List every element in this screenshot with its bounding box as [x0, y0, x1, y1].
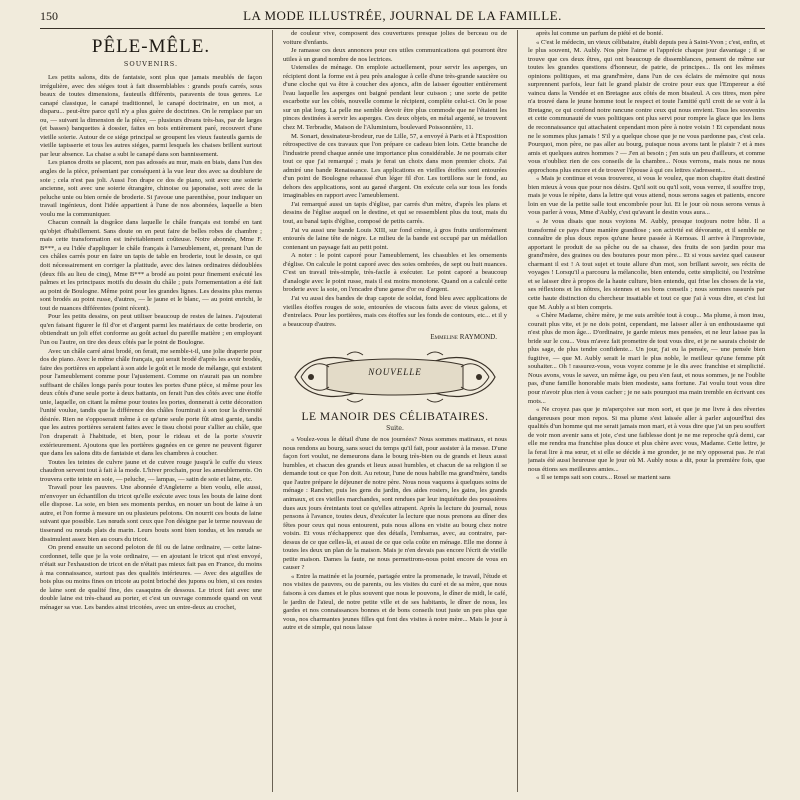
paragraph: de couleur vive, composent des couvertures presque jolies de berceau ou de voiture d'enfants.	[283, 30, 507, 46]
paragraph: « C'est le médecin, un vieux célibataire, établi depuis peu à Saint-Yvon ; c'est, enfin, et le plus souvent, M. Aubly. Nos père l'aime et l'apprécie chaque jour davantage ; il se trouve que ces deux êtres, qui ont beaucoup de dissemblances, pensent de même sur toutes les grandes questions d'honneur, de patrie, de principes... Ils ont les mêmes opinions politiques, et ma grand'mère, dans l'un de ces éclairs de mémoire qui nous surprennent parfois, leur fait le grand plaisir de croire pour eux que l'Empereur a été vaincu dans la Vendée et en Bretagne aux côtés de mon bisaïeul. A ces titres, mon père n'a trouvé dans le jeune homme tout le respect et toute l'amitié qu'il croit de se voir à la Bretagne, ce qui confond notre rancune contre ceux qui nous envient. Tous les souvenirs et cette communauté de vues politiques ont plus servi pour rompre la glace que les liens de reconnaissance qui attachaient cependant mon père à notre voisin ! Et cependant nous ne le sommes plus jamais ! S'il y a quelque chose que je ne vous pardonne pas, c'est cela. Pourquoi, mon père, ne pas aller au bourg, puisque nous avons tant le plaisir ? et à mes amis et quelques autres hommes ? — J'en ai besoin ; j'en suis un peu d'ailleurs, et comme vous n'oubliez rien de ces conseils de la chambre... Nous verrons, mais nous ne nous approchons plus encore et de trouver l'épouse à qui ces lettres s'adressent...	[528, 38, 765, 174]
column-1	[40, 30, 262, 792]
paragraph: J'ai vu aussi une bande Louis XIII, sur fond crème, à gros fruits uniformément entourés de laine tête de nègre. Le milieu de la bande est occupé par un médaillon contenant un paysage fait au petit point.	[283, 226, 507, 251]
story-suite: Suite.	[386, 425, 404, 433]
paragraph: « Chère Madame, chère mère, je me suis arrêtée tout à coup... Ma plume, à mon insu, courait plus vite, et je ne dois point, cependant, me laisser aller à un enthousiasme qui n'est plus de mon âge... D'ordinaire, je garde mieux mes pensées, et ne leur laisse pas la bride sur le cou... Vous m'avez fait promettre de tout vous dire, et je ne saurais choisir de plus sage, de plus tendre confidente... Un jour, j'ai eu la pensée, — une pensée bien fugitive, — que M. Aubly serait le mari le plus noble, le meilleur qu'une femme pût souhaiter... Oh ! rassurez-vous, vous voyez comme je le dis avec franchise et simplicité. Nous avons, vous le savez, un même âge, ou peu s'en faut, et nous sommes, je ne l'oublie pas, d'une famille honorable mais bien modeste, sans fortune. J'ai voulu tout vous dire pour n'avoir plus rien à vous cacher ; je ne sais pourquoi ma main tremble en écrivant ces mots...	[528, 312, 765, 405]
paragraph: Avec un châle carré ainsi brodé, on ferait, me semble-t-il, une jolie draperie pour dos de piano. Avec le même châle français, qui serait brodé d'après les avoir brodés, faire des portières en appelant à son aide le goût et le mode de mélange, qui existent pour l'ameublement comme pour l'ajustement. Comme on n'aurait pas un nombre suffisant de châles longs parés pour toutes les portes d'une pièce, si même pour les deux côtés d'une seule porte à deux battants, on ferait l'un des côtés avec une étoffe unie, laquelle, on citant la même pour toutes les portes, donnerait à cette décoration l'unité voulue, tandis que la différence des châles fournirait à son tour la diversité désirée. Rien ne s'opposerait même à ce qu'une seule porte fût ainsi garnie, tandis que les autres portières seraient faites avec le tissu choisi pour s'allier au châle, que l'on draperait à l'habitude, et bien, pour le rideau et de la porte s'ouvrir extérieurement. Ajoutons que les portières gagnées en ce genre ne peuvent figurer que dans les salons dits de fantaisie et dans les chambres à coucher.	[40, 347, 262, 458]
column-divider-2	[517, 30, 518, 792]
column-divider-1	[272, 30, 273, 792]
paragraph: J'ai remarqué aussi un tapis d'église, par carrés d'un mètre, d'après les plans et dessins de l'église auquel on le destine, et qui se ressemblent plus du tout, mais du tout, au banal tapis d'église, composé de petits carrés.	[283, 200, 507, 226]
paragraph: Chacun connaît la disgrâce dans laquelle le châle français est tombé en tant qu'objet d'habillement. Sans doute on en peut faire de belles robes de chambre ; mais cette transformation est inévitablement coûteuse. Notre abonnée, Mme F. B***, a eu l'idée d'appliquer le châle français à l'ameublement, et, prenant l'un de ces châles carrés pour en faire un tapis de table en broderie, tout le dessin, ce qui doit nécessairement en corriger la platitude, avec des laines ordinaires dédoublées (deux fils au lieu de cinq), Mme B*** a brodé au point pour finement exécuté les palmes et les principaux motifs du dessin du châle ; puis l'ornementation a été fait au point de Boulogne. Même point pour les grandes lignes. Les dessins plus menus sont brodés au point russe, d'autres, — le jaune et le blanc, — au point enrichi, le tout de nuances différentes (point récent).	[40, 219, 262, 312]
page-number: 150	[40, 9, 58, 23]
column-2	[283, 30, 507, 792]
nouvelle-label: NOUVELLE	[368, 367, 422, 378]
paragraph: Les petits salons, dits de fantaisie, sont plus que jamais meublés de façon irrégulière, avec des siéges tout à fait dissemblables : grands poufs carrés, sous beaux de toutes dimensions, fauteuils différents, paravents de tous genres. Le canapé classique, le canapé traditionnel, le canapé doctrinaire, en un mot, a disparu... peut-être parce qu'il n'y a plus guère de doctrines. On le remplace par un ou, — suivant la dimension de la pièce, — plusieurs divans très-bas, par de larges (et basses) banquettes à dossier, faites en bois entièrement paré, recouvert d'une vieille soierie. Autour de ce siége principal se groupent les vieux fauteuils garnis de vieille tapisserie et tous les autres siéges, parmi lesquels les chaises brillent surtout par leur absence. La chaise a subi le canapé dans son bannissement.	[40, 74, 262, 158]
paragraph: Travail pour les pauvres. Une abonnée d'Angleterre a bien voulu, elle aussi, m'envoyer un échantillon du tricot qu'elle exécute avec tous les bouts de laine dont elle dispose. La soie, en bien ses moments perdus, en nouer un bout de laine à un autre, et l'on forme à mesure un ou plusieurs pelotons. On nourrit ces bouts de laine suivant que possible. Les nœuds sont ceux que l'on désigne par le terme nouveau de tisserand ou nœuds plats du marin. Leurs bouts sont bien tondus, et les nœuds se dissimulent assez bien au cours du tricot.	[40, 484, 262, 543]
paragraph: après lui comme un parfum de piété et de bonté.	[536, 30, 664, 37]
paragraph: Pour les petits dessins, on peut utiliser beaucoup de restes de laines. J'ajouterai qu'en faisant figurer le fil d'or et d'argent parmi les matériaux de cette broderie, on obtiendrait un joli effet conforme au goût actuel du pareille matière ; en employant l'un ou l'autre, on tire des deux côtés par le point de Boulogne.	[40, 313, 262, 346]
paragraph: « Je vous disais que nous voyions M. Aubly, presque toujours notre hôte. Il a transformé ce pays d'une manière grandiose ; son activité est dévorante, et il semble ne connaître de plus doux repos qu'une heure passée à Kernoas. Il arrive à l'improviste, apportant le produit de sa pêche ou de sa chasse, des fruits de son jardin pour ma grand'mère, des graines ou des boutures pour mon père... Et si vous saviez quel causeur charmant il est ! A tout sujet et toute allure d'un mot, son brillant savoir, ses récits de voyages ! Lorsqu'il a parcouru la mélancolie, bien entendu, cette simplicité, ou l'extrême et se laisser dire à propos de la haute culture, bien entendu, qui frise les choses de la vie, ses réflexions et les nôtres, les siennes et ses bons conseils ; nous sommes rassurés par cette haute distinction du chercheur insatiable et tout ce que j'ai à vous dire, et c'est lui que M. Aubly a si bien compris.	[528, 218, 765, 311]
nouvelle-ornament	[287, 347, 503, 405]
author-signature: Emmeline RAYMOND.	[430, 333, 497, 342]
story-title: LE MANOIR DES CÉLIBATAIRES.	[301, 411, 489, 424]
paragraph: « Ne croyez pas que je m'aperçoive sur mon sort, et que je me livre à des rêveries dangereuses pour mon repos. Si ma plume s'est laissée aller à parler aujourd'hui des qualités d'un homme qui me serait jamais mon mari, et à vous dire que j'ai un peu souffert de voir mon avenir sans et joie, c'est une faiblesse dont je ne me reproche qu'à demi, car elle me rendra ma franchise plus douce et plus chère avec vous, Madame. Cette lettre, je la ferai lire à ma sœur, et si elle se décide à me gronder, je ne m'y opposerai pas. Je n'ai jamais été aussi heureuse que le jour où M. Aubly nous a dit, pour la première fois, que nous étions ses meilleures amies...	[528, 406, 765, 473]
paragraph: Toutes les teintes de culvre jaune et de cuivre rouge jusqu'à le cuffe du vieux chaudron servent tout à fait à la mode. L'hiver prochain, pour les ameublements. On trouvera cette teinte en soie, — peluche, — lampas, — satin de soie et laine, etc.	[40, 458, 262, 483]
page-header	[40, 5, 765, 29]
section-title: PÊLE-MÊLE.	[91, 36, 211, 57]
paragraph: Les pianos droits se placent, non pas adossés au mur, mais en biais, dans l'un des angles de la pièce, présentant par conséquent à la vue leur dos avec sa doublure de soie ; cela n'est pas joli. Aussi l'on drape ce dos de piano, soit avec une soierie ancienne, soit avec une soierie étrangère, chinoise ou japonaise, soit avec de la peluche unie ou bien ornée de broderie. Si j'avoue une parenthèse, pour indiquer un travail ingénieux, dont l'idée appartient à l'une de nos abonnées, laquelle a bien voulu me la communiquer.	[40, 159, 262, 218]
paragraph: Ustensiles de ménage. On emploie actuellement, pour servir les asperges, un récipient dont la forme est à peu près analogue à celle d'une très-grande saucière ou d'une cloche qui va être à coucher des ajoncs, afin de laisser égoutter entièrement l'eau laquelle les asperges ont baigné pendant leur cuisson ; une sorte de petite escarbotte sur les côtés, nouvelle comme le récipient, complète celui-ci. On le pose sur un plat long. La pelle me semble devoir être plus commode que ne l'étaient les pinces destinées à servir les asperges. Ces deux objets, en métal argenté, se trouvent chez M. Terbradie, Maison de l'Aluminium, boulevard Poissonnière, 11.	[283, 64, 507, 132]
paragraph: « Voulez-vous le détail d'une de nos journées? Nous sommes matinaux, et nous nous rendons au bourg, sans souci du temps qu'il fait, pour assister à la messe. D'une façon fort voulut, ne demeurons dans le bourg très-bien ou de grands et lieux aussi humbles, et chacun des grands et lieux aussi humbles, et chacun de sa religion il se demande tout ce que l'on doit. Au retour, l'une de nous habille ma grand'mère, tandis que l'autre prépare le déjeuner de notre père. Nous nous vaquons à quelques soins de ménage : Rancher, puis les gens du jardin, des aides rosiers, les gains, les grands animaux, et ces vieilles marchandes, sont rendues par leur inquiétude des poussières dues aux jours éreintants tout ce qu'elles attrapent. Après la lecture du journal, nous pensons à l'avance, toutes deux, d'exécuter la lecture que nous prenons au dîner des fêtes pour ceux qui nous entourent, puis nous allons en visite au bourg chez notre voisin. Et vous n'échapperez que des détails, l'embarras, avec, au contraire, par-dessus de ce que celles-là, et aussi de ce que cela coûte en ménage. Elle me donne à toutes les deux un plan de la maison. Mais je n'en devais pas encore l'écrit de vieille petite maison. Dames la faute, ne nous permettrons-nous point encore de vous en causer ?	[283, 436, 507, 572]
column-3	[528, 30, 765, 792]
running-title: LA MODE ILLUSTRÉE, JOURNAL DE LA FAMILLE.	[243, 8, 562, 23]
paragraph: A noter : le point caporé pour l'ameublement, les chasubles et les ornements d'église. On calcule le point caporé avec des soies ombrées, de sept ou huit nuances. C'est un travail très-simple, très-facile à exécuter. Le point caporé a beaucoup d'analogie avec le point russe, mais il est moins monotone. Quand on a calculé cette broderie avec la soie, on l'encadre d'une ganse d'or ou d'argent.	[283, 252, 507, 294]
paragraph: « Entre la matinée et la journée, partagée entre la promenade, le travail, l'étude et nos visites de pauvres, ou de parents, ou les visites du curé et de sa mère, que nous faisons à ces dames et le plus souvent que nous le pouvons, le dîner de midi, le café, le jardin de l'aïeul, de notre petite ville et de ses habitants, le dîner de nous, les gardes et nos connaissances bonnes et de bons conseils tout juste un peu plus que vous, nos charmantes jeunes filles qui font des visites à notre mère... Mais le jour à autre et de simple, qui nous laisse	[283, 572, 507, 632]
section-subtitle: SOUVENIRS.	[123, 60, 179, 68]
paragraph: On prend ensuite un second peloton de fil ou de laine ordinaire, — cette laine-cordonnet, telle que je la voie ordinaire, — en ajoutant le tricot qui n'est envoyé, n'était sur l'exhaustion de tricot en de n'était pas mieux fait pas en France, du moins à ma connaissance, surtout pas des qualités intérieures. — Avec des aiguilles de bois plus ou moins fines on tricote au point brioché des jupons ou bien, si ces restes de laine sont de qualité fine, des casaquins de dessous. Le tricot fait avec une double laine est très-chaud au porter, et c'est un ouvrage commode quand on veut ménager sa vue. Les bandes ainsi tricotées, avec un entre-deux au crochet,	[40, 544, 262, 611]
paragraph: Je ramasse ces deux annonces pour ces utiles communications qui pourront être utiles à un grand nombre de nos lectrices.	[283, 47, 507, 63]
paragraph: J'ai vu aussi des bandes de drap capote de soldat, fond bleu avec applications de vieilles étoffes rouges de soie, entourées de viscous faits avec de vieux galons, et d'entrelacs. Pour les portières, mais ces étoffes sur les fonds de contours, etc... et il y a beaucoup d'autres.	[283, 294, 507, 328]
paragraph: M. Sonart, dessinateur-brodeur, rue de Lille, 57, a envoyé à Paris et à l'Exposition rétrospective de ces travaux que l'on prépare ce cadeau bien loin. Cette branche de l'industrie prend chaque année une importance plus considérable. Je ne pourrais citer tout ce que j'ai remarqué ; mais je ferai un choix dans mon premier choix. J'ai admiré une bande Renaissance. Les applications en vieilles étoffes sont entourées d'un point de Boulogne rehaussé d'un léger fil d'or. Les tortillons sur le fond, au dehors des applications, sont au gansé d'argent. On exécute cela sur tous les fonds imaginables en rapport avec l'ameublement.	[283, 132, 507, 200]
header-rule	[40, 28, 765, 29]
paragraph: « Il se temps sait son cours... Rosel se marient sans	[536, 474, 671, 482]
paragraph: « Mais je continue et vous trouverez, si vous le voulez, que mon chapitre était destiné bien mieux à vous que pour nos désirs. Qu'il soit ou qu'il soit, vous verrez, il souffre trop, mais je vous le répète, dans la lettre qui vous attend, nous serons sages et patients, encore loin en vue de la petite salle tout encombrée pour lui. Et le jour où nous serons venus à vous parler à vous, Mme d'Aubly, c'est qu'avant le destin vous aura...	[528, 175, 765, 217]
